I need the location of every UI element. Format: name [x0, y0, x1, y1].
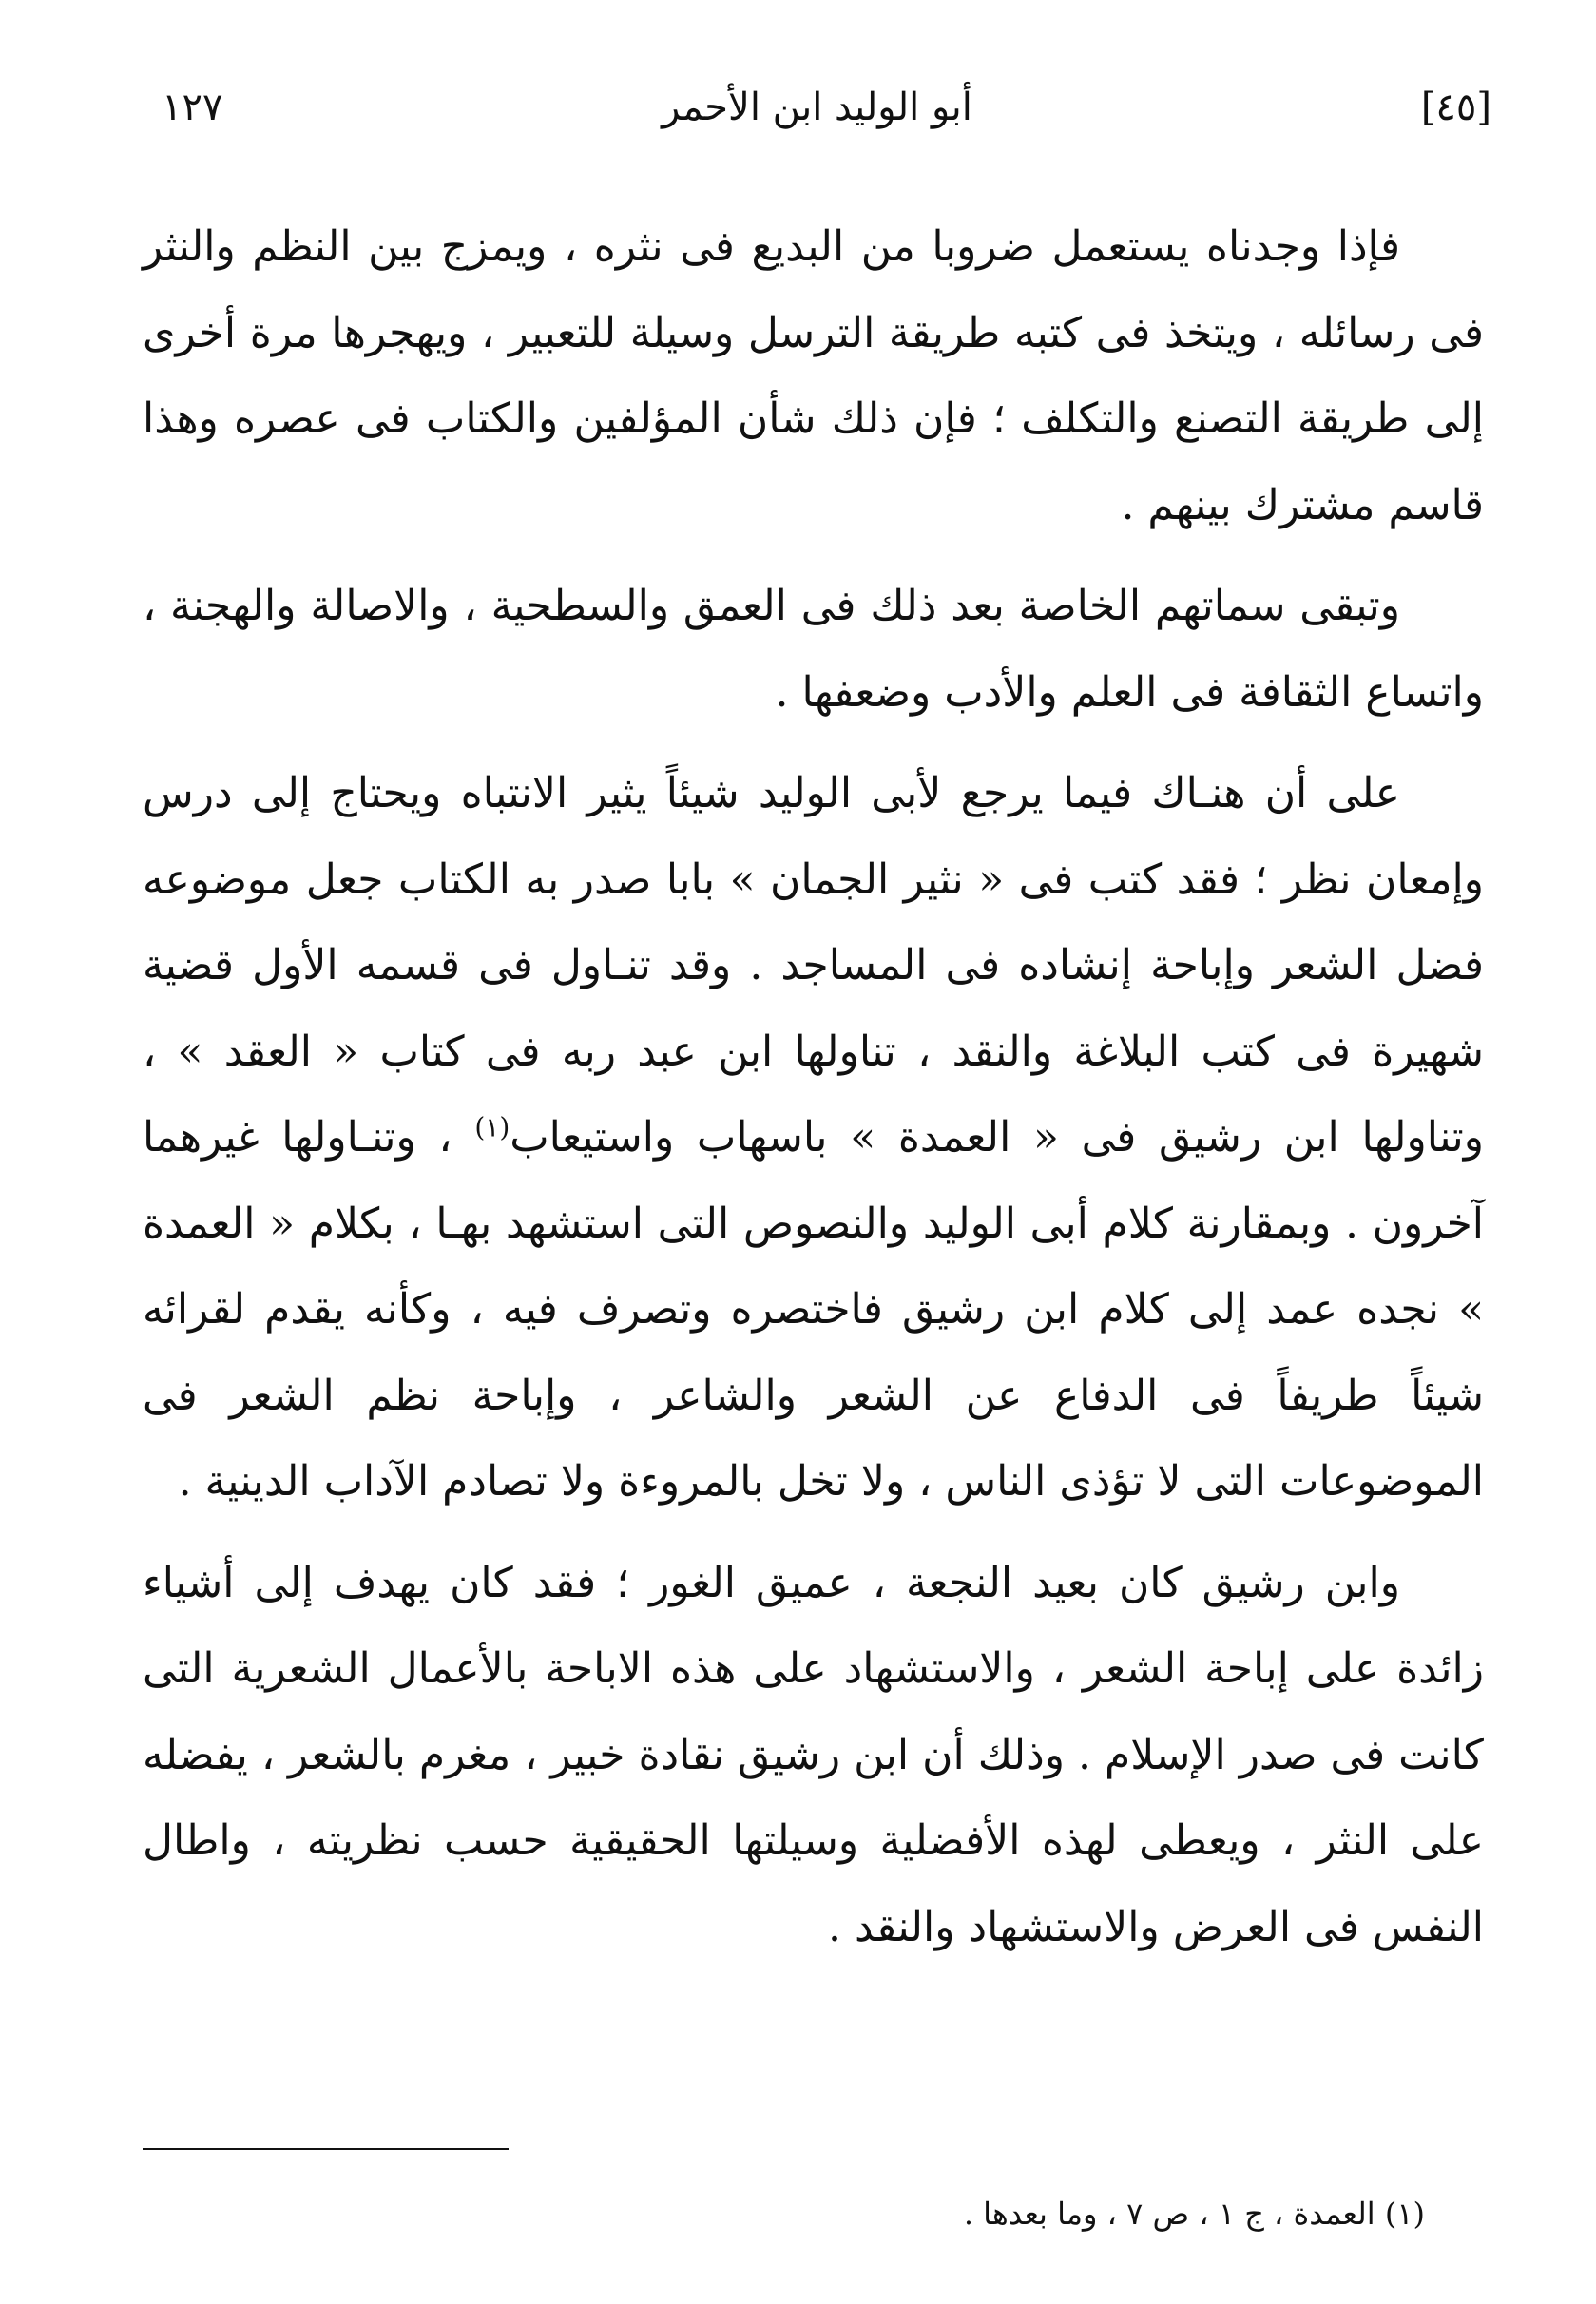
footnote: (١) العمدة ، ج ١ ، ص ٧ ، وما بعدها . — [963, 2196, 1425, 2232]
paragraph-3-text-before: على أن هنـاك فيما يرجع لأبى الوليد شيئاً يثير الانتباه ويحتاج إلى درس وإمعان نظر ؛ فقد كتب فى « نثير الجمان » بابا صدر به الكتاب جعل موضوعه فضل الشعر وإباحة إنشاده فى المساجد . وقد تنـاول فى قسمه الأول قضية شهيرة فى كتب البلاغة والنقد ، تناولها ابن عبد ربه فى كتاب « العقد » ، وتناولها ابن رشيق فى « العمدة » باسهاب واستيعاب — [143, 769, 1484, 1162]
paragraph-3-text-after: ، وتنـاولها غيرهما آخرون . وبمقارنة كلام أبى الوليد والنصوص التى استشهد بهـا ، بكلام « العمدة » نجده عمد إلى كلام ابن رشيق فاختصره وتصرف فيه ، وكأنه يقدم لقرائه شيئاً طريفاً فى الدفاع عن الشعر والشاعر ، وإباحة نظم الشعر فى الموضوعات التى لا تؤذى الناس ، ولا تخل بالمروءة ولا تصادم الآداب الدينية . — [143, 1113, 1484, 1506]
page-header — [143, 86, 1491, 152]
paragraph-1: فإذا وجدناه يستعمل ضروبا من البديع فى نثره ، ويمزج بين النظم والنثر فى رسائله ، ويتخذ فى كتبه طريقة الترسل وسيلة للتعبير ، ويهجرها مرة أخرى إلى طريقة التصنع والتكلف ؛ فإن ذلك شأن المؤلفين والكتاب فى عصره وهذا قاسم مشترك بينهم . — [143, 222, 1484, 529]
footnote-divider — [143, 2148, 509, 2150]
paragraph-4: وابن رشيق كان بعيد النجعة ، عميق الغور ؛ فقد كان يهدف إلى أشياء زائدة على إباحة الشعر ، والاستشهاد على هذه الاباحة بالأعمال الشعرية التى كانت فى صدر الإسلام . وذلك أن ابن رشيق نقادة خبير ، مغرم بالشعر ، يفضله على النثر ، ويعطى لهذه الأفضلية وسيلتها الحقيقية حسب نظريته ، واطال النفس فى العرض والاستشهاد والنقد . — [143, 1558, 1484, 1951]
running-title: أبو الوليد ابن الأحمر — [662, 86, 972, 129]
chapter-number: [٤٥] — [1420, 86, 1491, 129]
body-text — [143, 204, 1484, 1986]
paragraph-3 — [143, 751, 1484, 1526]
paragraph-2: وتبقى سماتهم الخاصة بعد ذلك فى العمق والسطحية ، والاصالة والهجنة ، واتساع الثقافة فى العلم والأدب وضعفها . — [143, 582, 1484, 717]
page-number: ١٢٧ — [162, 86, 223, 129]
footnote-reference: (١) — [474, 1111, 510, 1143]
